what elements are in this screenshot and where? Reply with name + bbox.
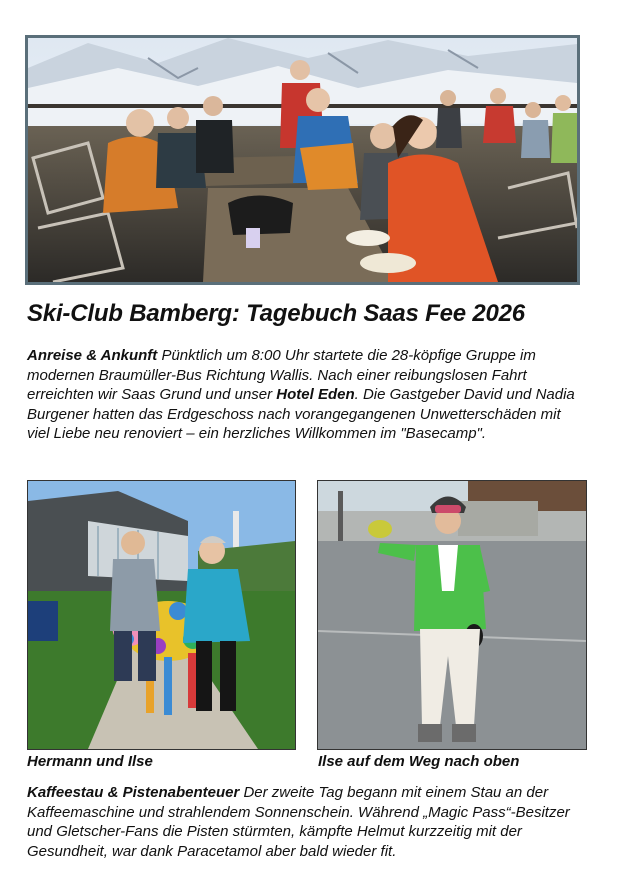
caption-hermann-ilse: Hermann und Ilse (27, 753, 153, 770)
section-heading-arrival: Anreise & Ankunft (27, 347, 158, 364)
ilse-road-photo (317, 480, 587, 750)
arrival-text-b: . Die Gastgeber David und Nadia Burgener hatten das Erdgeschoss nach vorangegangenen Unwetterschäden mit viel Liebe neu renoviert – ein herzliches Willkommen im "Basecamp". (27, 386, 575, 442)
section-heading-coffee: Kaffeestau & Pistenabenteuer (27, 784, 240, 801)
paragraph-arrival (27, 346, 587, 444)
paragraph-coffee (27, 783, 587, 861)
arrival-text-a: Pünktlich um 8:00 Uhr startete die 28-köpfige Gruppe im modernen Braumüller-Bus Richtung Wallis. Nach einer reibungslosen Fahrt erreichten wir Saas Grund und unser (27, 347, 536, 403)
group-terrace-photo (25, 35, 580, 285)
hotel-name: Hotel Eden (276, 386, 355, 403)
hermann-ilse-photo (27, 480, 296, 750)
coffee-text: Der zweite Tag begann mit einem Stau an der Kaffeemaschine und strahlendem Sonnenschein. Während „Magic Pass“-Besitzer und Gletscher-Fans die Pisten stürmten, kämpfte Helmut kurzzeitig mit der Gesundheit, war dank Paracetamol aber bald wieder fit. (27, 784, 570, 860)
caption-ilse-road: Ilse auf dem Weg nach oben (318, 753, 520, 770)
page-title: Ski-Club Bamberg: Tagebuch Saas Fee 2026 (27, 300, 525, 327)
